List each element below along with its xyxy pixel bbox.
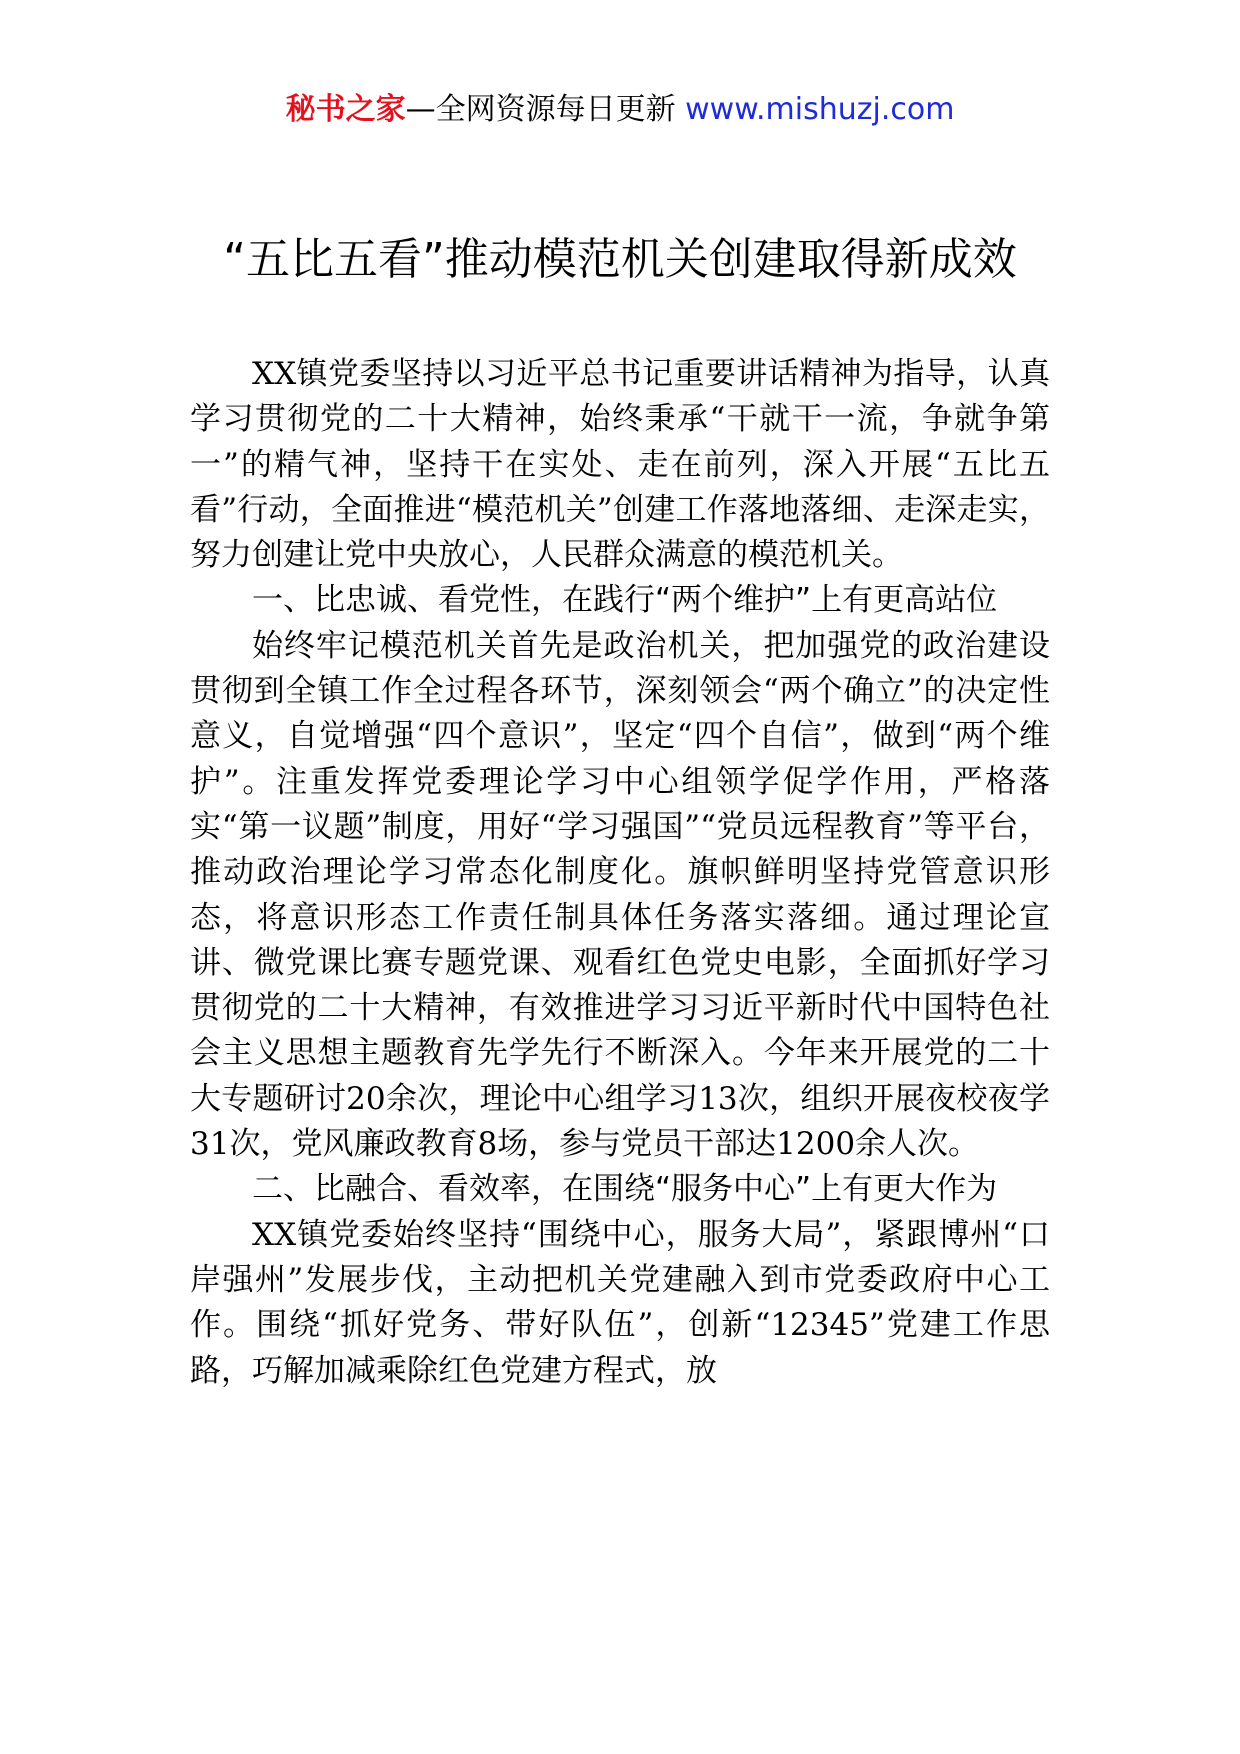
site-slogan: —全网资源每日更新 [405, 92, 676, 127]
section-heading: 二、比融合、看效率，在围绕“服务中心”上有更大作为 [252, 1171, 998, 1208]
site-brand: 秘书之家 [285, 92, 406, 127]
section-heading: 一、比忠诚、看党性，在践行“两个维护”上有更高站位 [252, 582, 998, 619]
body-paragraph: XX镇党委始终坚持“围绕中心，服务大局”，紧跟博州“口岸强州”发展步伐，主动把机关党建融入到市党委政府中心工作。围绕“抓好党务、带好队伍”，创新“12345”党建工作思路，巧解加减乘除红色党建方程式，放 [190, 1216, 1050, 1389]
body-paragraph: XX镇党委坚持以习近平总书记重要讲话精神为指导，认真学习贯彻党的二十大精神，始终秉承“干就干一流，争就争第一”的精气神，坚持干在实处、走在前列，深入开展“五比五看”行动，全面推进“模范机关”创建工作落地落细、走深走实，努力创建让党中央放心，人民群众满意的模范机关。 [190, 356, 1050, 574]
document-title: “五比五看”推动模范机关创建取得新成效 [223, 234, 1017, 285]
body-paragraph: 始终牢记模范机关首先是政治机关，把加强党的政治建设贯彻到全镇工作全过程各环节，深刻领会“两个确立”的决定性意义，自觉增强“四个意识”，坚定“四个自信”，做到“两个维护”。注重发挥党委理论学习中心组领学促学作用，严格落实“第一议题”制度，用好“学习强国”“党员远程教育”等平台，推动政治理论学习常态化制度化。旗帜鲜明坚持党管意识形态，将意识形态工作责任制具体任务落实落细。通过理论宣讲、微党课比赛专题党课、观看红色党史电影，全面抓好学习贯彻党的二十大精神，有效推进学习习近平新时代中国特色社会主义思想主题教育先学先行不断深入。今年来开展党的二十大专题研讨20余次，理论中心组学习13次，组织开展夜校夜学31次，党风廉政教育8场，参与党员干部达1200余人次。 [190, 627, 1050, 1163]
site-header [0, 88, 1240, 132]
document-body [190, 352, 1050, 1394]
site-url-link[interactable]: www.mishuzj.com [685, 92, 955, 127]
